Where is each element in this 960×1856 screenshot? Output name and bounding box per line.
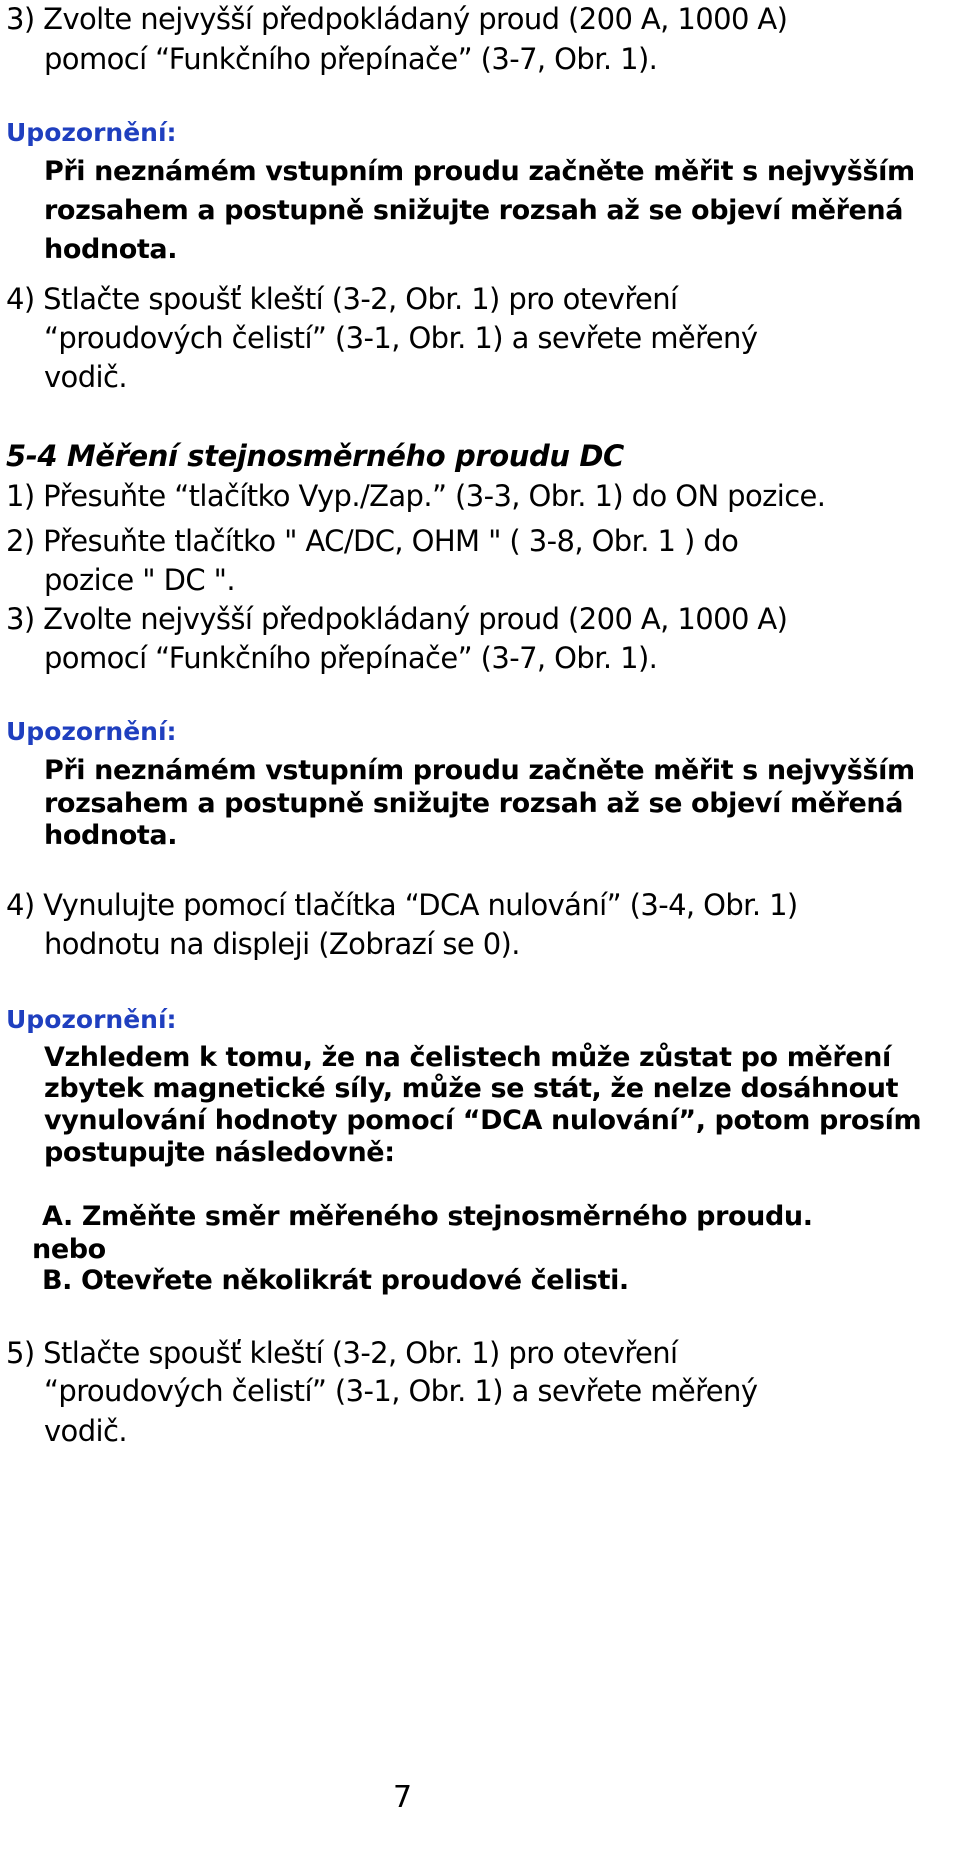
step4-line3: vodič. [44,360,127,394]
page-number: 7 [393,1780,413,1815]
dc-warning2-label: Upozornění: [6,1005,177,1034]
dc-step4-line2: hodnotu na displeji (Zobrazí se 0). [44,927,520,961]
step4-line2: “proudových čelistí” (3-1, Obr. 1) a sevřete měřený [44,321,758,355]
dc-warning1-line3: hodnota. [44,820,178,851]
dc-step2-line1: 2) Přesuňte tlačítko " AC/DC, OHM " ( 3-8, Obr. 1 ) do [6,524,739,558]
option-or: nebo [32,1234,106,1265]
dc-step1: 1) Přesuňte “tlačítko Vyp./Zap.” (3-3, Obr. 1) do ON pozice. [6,479,826,513]
section-heading: 5-4 Měření stejnosměrného proudu DC [6,439,624,473]
dc-warning1-line1: Při neznámém vstupním proudu začněte měřit s nejvyšším [44,755,915,786]
dc-warning1-line2: rozsahem a postupně snižujte rozsah až se objeví měřená [44,788,904,819]
dc-warning2-line4: postupujte následovně: [44,1137,395,1168]
dc-step5-line1: 5) Stlačte spoušť kleští (3-2, Obr. 1) pro otevření [6,1336,678,1370]
dc-step4-line1: 4) Vynulujte pomocí tlačítka “DCA nulování” (3-4, Obr. 1) [6,888,798,922]
dc-step3-line1: 3) Zvolte nejvyšší předpokládaný proud (200 A, 1000 A) [6,602,788,636]
dc-warning2-line2: zbytek magnetické síly, může se stát, že nelze dosáhnout [44,1073,899,1104]
dc-warning2-line3: vynulování hodnoty pomocí “DCA nulování”, potom prosím [44,1105,922,1136]
step3-line1: 3) Zvolte nejvyšší předpokládaný proud (200 A, 1000 A) [6,2,788,36]
dc-step5-line3: vodič. [44,1414,127,1448]
dc-step3-line2: pomocí “Funkčního přepínače” (3-7, Obr. 1). [44,641,658,675]
step4-line1: 4) Stlačte spoušť kleští (3-2, Obr. 1) pro otevření [6,282,678,316]
dc-warning2-line1: Vzhledem k tomu, že na čelistech může zůstat po měření [44,1042,891,1073]
dc-step5-line2: “proudových čelistí” (3-1, Obr. 1) a sevřete měřený [44,1374,758,1408]
dc-warning1-label: Upozornění: [6,717,177,746]
option-a: A. Změňte směr měřeného stejnosměrného proudu. [42,1201,813,1232]
option-b: B. Otevřete několikrát proudové čelisti. [42,1265,629,1296]
warning-line1: Při neznámém vstupním proudu začněte měřit s nejvyšším [44,156,915,187]
warning-line2: rozsahem a postupně snižujte rozsah až se objeví měřená [44,195,904,226]
warning-line3: hodnota. [44,234,178,265]
warning-label: Upozornění: [6,118,177,147]
dc-step2-line2: pozice " DC ". [44,563,235,597]
step3-line2: pomocí “Funkčního přepínače” (3-7, Obr. 1). [44,42,658,76]
